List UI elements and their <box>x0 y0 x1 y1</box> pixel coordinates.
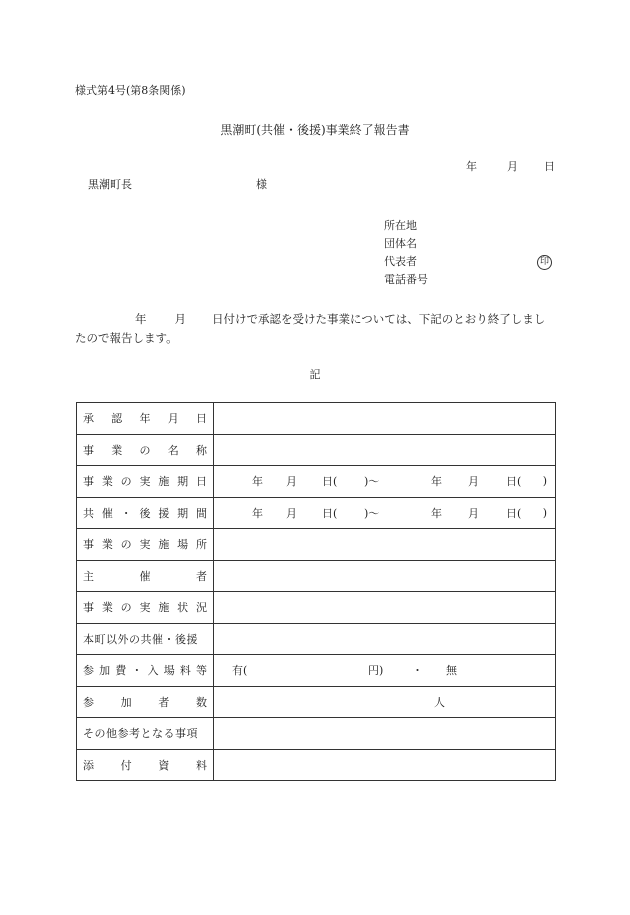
row-label-cell <box>77 718 214 750</box>
row-value-cell[interactable] <box>214 623 556 655</box>
row-label-char: 月 <box>167 412 179 426</box>
value-text-y2: 年 <box>431 506 442 520</box>
row-label-char: 場 <box>163 664 175 678</box>
value-text-m1: 月 <box>286 475 297 489</box>
row-label <box>77 536 213 552</box>
value-text-y1: 年 <box>252 475 263 489</box>
table-row <box>77 434 556 466</box>
row-label-char: 業 <box>101 601 113 615</box>
row-value-cell[interactable] <box>214 529 556 561</box>
row-value <box>214 561 555 592</box>
seal-mark: 印 <box>537 255 552 270</box>
report-table <box>76 402 556 781</box>
value-text-yen: 円) <box>368 664 384 678</box>
row-label-char: 資 <box>158 758 170 772</box>
table-row <box>77 749 556 781</box>
value-text-c2: ) <box>542 474 547 488</box>
row-label-char: 催 <box>101 506 113 520</box>
row-label-cell <box>77 434 214 466</box>
value-text-no: 無 <box>446 664 457 678</box>
value-text-d1: 日( <box>322 506 338 520</box>
table-row <box>77 529 556 561</box>
applicant-block <box>384 217 428 289</box>
row-label-cell <box>77 655 214 687</box>
row-label-char: 実 <box>139 475 151 489</box>
table-row <box>77 655 556 687</box>
row-label-cell <box>77 623 214 655</box>
row-label-cell <box>77 403 214 435</box>
row-value-cell[interactable] <box>214 560 556 592</box>
row-label-char: 名 <box>167 443 179 457</box>
value-text-c1: )～ <box>364 475 380 489</box>
value-text-unit: 人 <box>434 695 445 709</box>
row-label-char: 間 <box>195 506 207 520</box>
row-label-char: の <box>120 601 132 615</box>
row-label-char: 加 <box>99 664 111 678</box>
row-label <box>77 599 213 615</box>
value-text-d1: 日( <box>322 475 338 489</box>
document-title: 黒潮町(共催・後援)事業終了報告書 <box>220 123 410 137</box>
ki-heading: 記 <box>309 368 321 381</box>
date-year: 年 <box>466 160 477 173</box>
row-label-char: 事 <box>83 443 94 457</box>
row-label <box>77 568 213 584</box>
row-label-char: 日 <box>196 412 207 426</box>
row-label-char: 等 <box>195 664 207 678</box>
row-label-char: ・ <box>120 506 132 520</box>
row-label-char: 業 <box>101 475 113 489</box>
row-label-char: 期 <box>177 506 189 520</box>
form-number: 様式第4号(第8条関係) <box>75 84 186 97</box>
row-label <box>77 725 213 741</box>
row-label-char: 事 <box>83 475 94 489</box>
row-value-cell[interactable] <box>214 686 556 718</box>
row-label-char: 施 <box>158 601 170 615</box>
row-value-cell[interactable] <box>214 655 556 687</box>
row-label-char: 料 <box>195 758 207 772</box>
row-label-char: 実 <box>139 538 151 552</box>
value-text-y2: 年 <box>431 475 442 489</box>
row-label-cell <box>77 560 214 592</box>
table-row <box>77 623 556 655</box>
row-label-char: 共 <box>83 506 94 520</box>
row-label <box>77 757 213 773</box>
row-label <box>77 505 213 521</box>
row-label-char: 参 <box>83 695 94 709</box>
row-label-cell <box>77 592 214 624</box>
row-label <box>77 631 213 647</box>
row-label-char: 場 <box>177 538 189 552</box>
row-label-char: 後 <box>139 506 151 520</box>
row-label-char: 状 <box>177 601 189 615</box>
row-label-char: ・ <box>131 664 143 678</box>
row-label-cell <box>77 749 214 781</box>
row-value <box>214 592 555 623</box>
value-text-c1: )～ <box>364 506 380 520</box>
row-label-char: 年 <box>139 412 151 426</box>
row-label <box>77 442 213 458</box>
table-row <box>77 497 556 529</box>
row-label-char: 認 <box>111 412 123 426</box>
row-label <box>77 694 213 710</box>
row-label-char: の <box>120 538 132 552</box>
row-value-cell[interactable] <box>214 434 556 466</box>
row-label-char: 援 <box>158 506 170 520</box>
row-label-char: 事 <box>83 601 94 615</box>
table-row <box>77 592 556 624</box>
row-value-cell[interactable] <box>214 718 556 750</box>
row-value <box>214 529 555 560</box>
row-label-char: 付 <box>120 758 132 772</box>
value-text-yes: 有( <box>232 664 248 678</box>
row-label-char: 主 <box>83 569 94 583</box>
value-text-m1: 月 <box>286 506 297 520</box>
organization-label: 団体名 <box>384 237 417 250</box>
row-value <box>214 687 555 718</box>
row-label-char: 期 <box>177 475 189 489</box>
value-text-c2: ) <box>542 506 547 520</box>
row-label-char: 称 <box>196 443 207 457</box>
body-text: 日付けで承認を受けた事業については、下記のとおり終了しましたので報告します。 <box>75 312 546 345</box>
row-label-cell <box>77 529 214 561</box>
row-label <box>77 410 213 426</box>
row-label-cell <box>77 686 214 718</box>
table-row <box>77 466 556 498</box>
table-row <box>77 560 556 592</box>
row-label-char: 加 <box>120 695 132 709</box>
row-label-cell <box>77 497 214 529</box>
row-value-cell[interactable] <box>214 497 556 529</box>
value-text-d2: 日( <box>506 475 522 489</box>
address-label: 所在地 <box>384 219 417 232</box>
row-label-char: 業 <box>101 538 113 552</box>
row-label-char: の <box>120 475 132 489</box>
date-line <box>466 160 555 174</box>
row-label-char: 承 <box>83 412 94 426</box>
phone-label: 電話番号 <box>384 273 428 286</box>
table-row <box>77 718 556 750</box>
row-label <box>77 662 213 678</box>
value-text-dot: ・ <box>412 664 423 678</box>
row-label-char: 入 <box>147 664 159 678</box>
addressee-name: 黒潮町長 <box>88 178 132 191</box>
row-value <box>214 403 555 434</box>
row-value <box>214 718 555 749</box>
body-month: 月 <box>174 312 186 326</box>
row-value <box>214 624 555 655</box>
row-label-char: 施 <box>158 475 170 489</box>
value-text-m2: 月 <box>468 475 479 489</box>
row-label-char: 業 <box>111 443 123 457</box>
date-month: 月 <box>507 160 518 173</box>
row-label-text: 本町以外の共催・後援 <box>83 632 198 646</box>
row-value <box>214 435 555 466</box>
row-value <box>214 655 555 686</box>
row-label-char: 日 <box>195 475 207 489</box>
row-label <box>77 473 213 489</box>
row-value-cell[interactable] <box>214 403 556 435</box>
row-label-char: 施 <box>158 538 170 552</box>
row-label-cell <box>77 466 214 498</box>
row-label-char: 料 <box>179 664 191 678</box>
value-text-y1: 年 <box>252 506 263 520</box>
row-label-text: その他参考となる事項 <box>83 727 198 741</box>
row-label-char: 所 <box>195 538 207 552</box>
row-label-char: 事 <box>83 538 94 552</box>
row-label-char: 況 <box>195 601 207 615</box>
body-year: 年 <box>135 312 147 326</box>
report-statement <box>75 310 553 348</box>
addressee-suffix: 様 <box>256 178 267 191</box>
row-value-cell[interactable] <box>214 592 556 624</box>
row-value-cell[interactable] <box>214 466 556 498</box>
row-label-char: 費 <box>115 664 127 678</box>
row-label-char: 者 <box>158 695 170 709</box>
value-text-m2: 月 <box>468 506 479 520</box>
value-text-d2: 日( <box>506 506 522 520</box>
row-label-char: 参 <box>83 664 94 678</box>
row-label-char: 催 <box>139 569 151 583</box>
row-value <box>214 750 555 781</box>
row-label-char: 実 <box>139 601 151 615</box>
row-label-char: の <box>139 443 151 457</box>
row-value-cell[interactable] <box>214 749 556 781</box>
table-row <box>77 686 556 718</box>
row-label-char: 添 <box>83 758 94 772</box>
row-value <box>214 498 555 529</box>
table-row <box>77 403 556 435</box>
row-label-char: 数 <box>195 695 207 709</box>
date-day: 日 <box>544 160 555 173</box>
row-label-char: 者 <box>196 569 207 583</box>
representative-label: 代表者 <box>384 255 417 268</box>
row-value <box>214 466 555 497</box>
